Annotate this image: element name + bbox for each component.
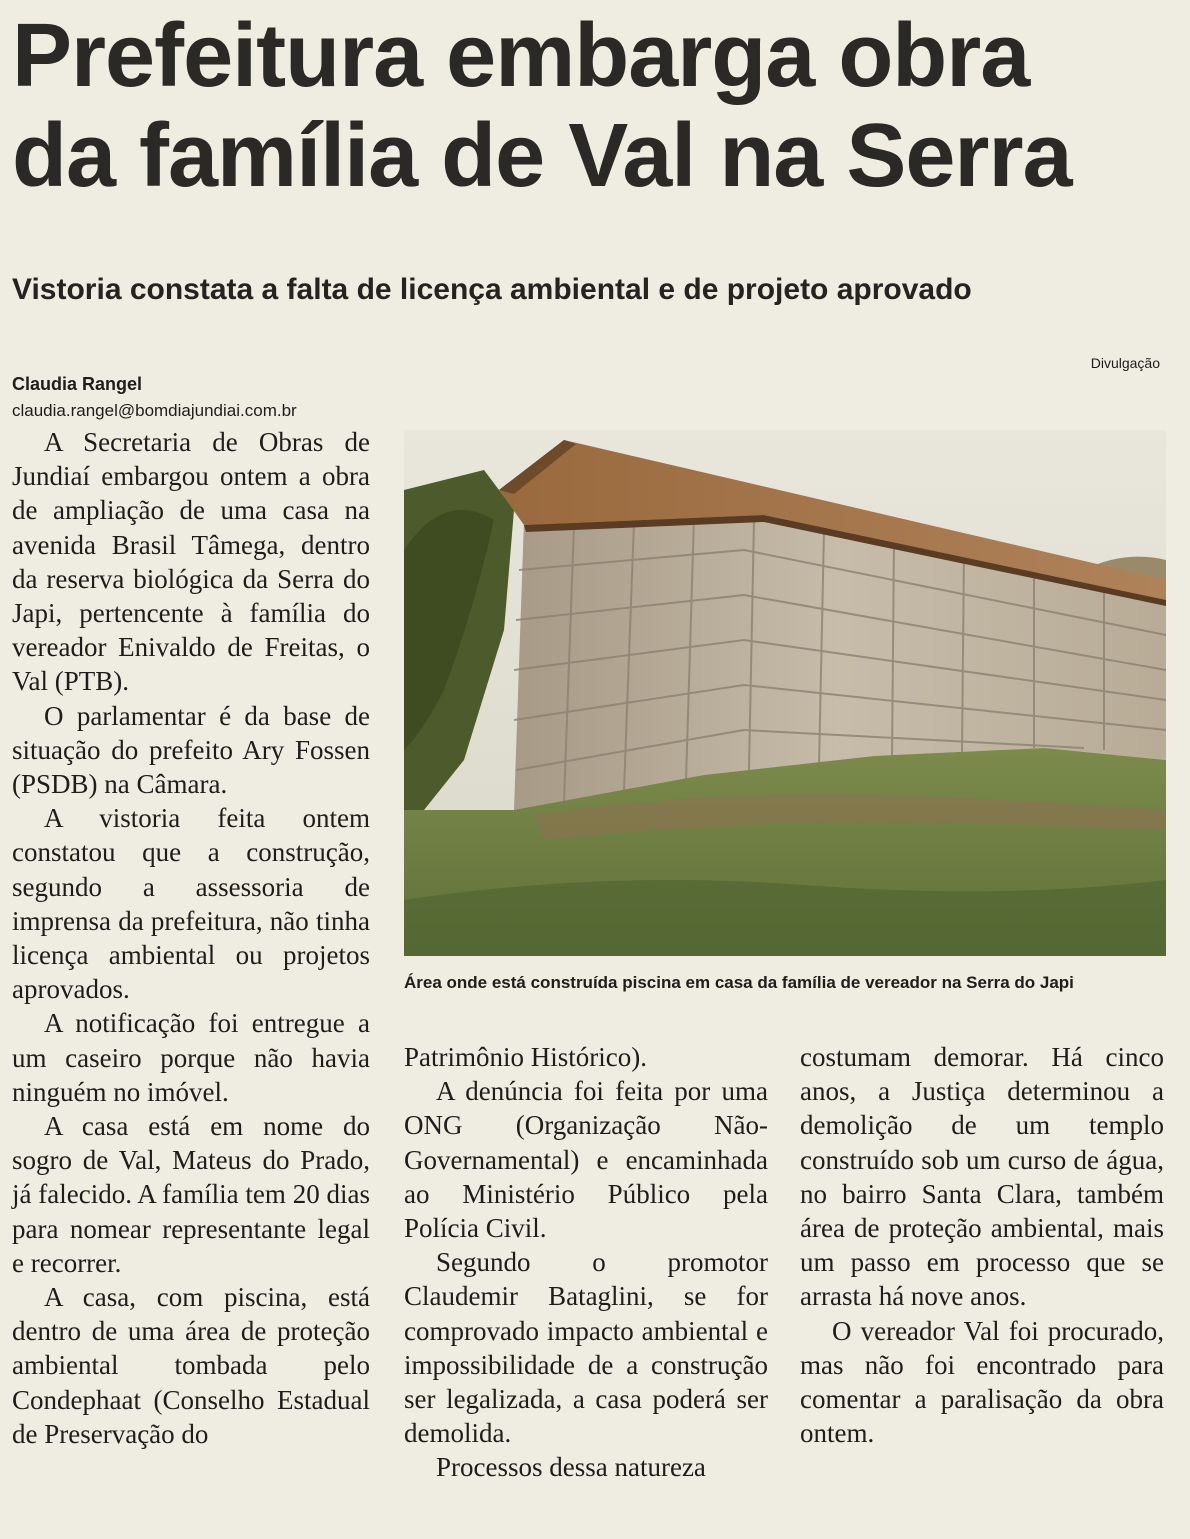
byline-email: claudia.rangel@bomdiajundiai.com.br <box>12 401 297 420</box>
paragraph: A Secretaria de Obras de Jundiaí embargou ontem a obra de ampliação de uma casa na avenida Brasil Tâmega, dentro da reserva biológica da Serra do Japi, pertencente à família do vereador Enivaldo de Freitas, o Val (PTB). <box>12 427 370 697</box>
article-column-3 <box>800 1040 1164 1450</box>
photo-caption: Área onde está construída piscina em casa da família de vereador na Serra do Japi <box>404 973 1074 992</box>
headline-line-1: Prefeitura embarga obra <box>12 6 1030 106</box>
paragraph: A denúncia foi feita por uma ONG (Organização Não-Governamental) e encaminhada ao Ministério Público pela Polícia Civil. <box>404 1076 768 1244</box>
paragraph: A vistoria feita ontem constatou que a construção, segundo a assessoria de imprensa da prefeitura, não tinha licença ambiental ou projetos aprovados. <box>12 803 370 1005</box>
paragraph-continued: Patrimônio Histórico). <box>404 1042 647 1072</box>
article-column-1 <box>12 425 370 1451</box>
paragraph: O parlamentar é da base de situação do prefeito Ary Fossen (PSDB) na Câmara. <box>12 700 370 800</box>
headline <box>12 6 1182 206</box>
paragraph: A casa está em nome do sogro de Val, Mateus do Prado, já falecido. A família tem 20 dias para nomear representante legal e recorrer. <box>12 1111 370 1278</box>
paragraph: O vereador Val foi procurado, mas não foi encontrado para comentar a paralisação da obra ontem. <box>800 1315 1164 1449</box>
photo-credit: Divulgação <box>1090 355 1160 371</box>
paragraph: A notificação foi entregue a um caseiro porque não havia ninguém no imóvel. <box>12 1008 370 1107</box>
paragraph: Processos dessa natureza <box>436 1452 706 1483</box>
headline-line-2: da família de Val na Serra <box>12 106 1072 206</box>
paragraph: Segundo o promotor Claudemir Bataglini, se for comprovado impacto ambiental e impossibilidade de a construção ser legalizada, a casa poderá ser demolida. <box>404 1247 768 1449</box>
paragraph-continued: costumam demorar. Há cinco anos, a Justiça determinou a demolição de um templo construído sob um curso de água, no bairro Santa Clara, também área de proteção ambiental, mais um passo em processo que se arrasta há nove anos. <box>800 1042 1164 1312</box>
subheadline: Vistoria constata a falta de licença ambiental e de projeto aprovado <box>12 273 972 306</box>
byline-author: Claudia Rangel <box>12 374 143 394</box>
article-photo <box>404 430 1166 956</box>
paragraph: A casa, com piscina, está dentro de uma área de proteção ambiental tombada pelo Condephaat (Conselho Estadual de Preservação do <box>12 1282 370 1449</box>
article-column-2 <box>404 1040 768 1485</box>
